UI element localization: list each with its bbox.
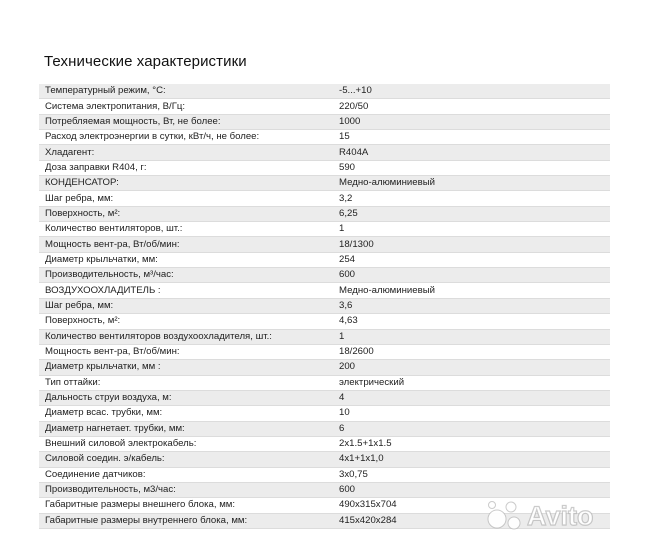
spec-label: Доза заправки R404, г: xyxy=(39,160,333,175)
spec-label: Хладагент: xyxy=(39,145,333,160)
spec-label: Силовой соедин. э/кабель: xyxy=(39,452,333,467)
spec-row xyxy=(39,114,610,129)
spec-row xyxy=(39,406,610,421)
spec-label: КОНДЕНСАТОР: xyxy=(39,176,333,191)
spec-row xyxy=(39,145,610,160)
spec-label: Габаритные размеры внутреннего блока, мм: xyxy=(39,513,333,528)
spec-value: 3,6 xyxy=(333,298,610,313)
spec-value: 600 xyxy=(333,482,610,497)
spec-value: 18/2600 xyxy=(333,344,610,359)
spec-row xyxy=(39,360,610,375)
spec-value: 1 xyxy=(333,329,610,344)
spec-row xyxy=(39,252,610,267)
spec-value: 6,25 xyxy=(333,206,610,221)
spec-row xyxy=(39,99,610,114)
spec-label: ВОЗДУХООХЛАДИТЕЛЬ : xyxy=(39,283,333,298)
spec-value: -5...+10 xyxy=(333,84,610,99)
avito-watermark-text: Avito xyxy=(527,501,594,531)
spec-label: Тип оттайки: xyxy=(39,375,333,390)
spec-row xyxy=(39,298,610,313)
spec-row xyxy=(39,436,610,451)
spec-label: Диаметр крыльчатки, мм : xyxy=(39,360,333,375)
spec-label: Потребляемая мощность, Вт, не более: xyxy=(39,114,333,129)
spec-value: Медно-алюминиевый xyxy=(333,283,610,298)
spec-label: Количество вентиляторов воздухоохладителя, шт.: xyxy=(39,329,333,344)
spec-value: 15 xyxy=(333,130,610,145)
spec-label: Внешний силовой электрокабель: xyxy=(39,436,333,451)
spec-label: Диаметр всас. трубки, мм: xyxy=(39,406,333,421)
spec-row xyxy=(39,283,610,298)
spec-value: 200 xyxy=(333,360,610,375)
avito-watermark xyxy=(485,497,645,533)
spec-label: Соединение датчиков: xyxy=(39,467,333,482)
spec-row xyxy=(39,222,610,237)
page-title: Технические характеристики xyxy=(44,53,247,70)
spec-value: 220/50 xyxy=(333,99,610,114)
spec-row xyxy=(39,191,610,206)
spec-label: Габаритные размеры внешнего блока, мм: xyxy=(39,498,333,513)
spec-value: 4х1+1х1,0 xyxy=(333,452,610,467)
spec-value: 490х315х704 xyxy=(333,498,610,513)
spec-value: 4,63 xyxy=(333,314,610,329)
spec-value: 415х420х284 xyxy=(333,513,610,528)
spec-row xyxy=(39,375,610,390)
spec-label: Шаг ребра, мм: xyxy=(39,191,333,206)
spec-value: 2х1.5+1х1.5 xyxy=(333,436,610,451)
spec-label: Производительность, м³/час: xyxy=(39,268,333,283)
spec-value: 254 xyxy=(333,252,610,267)
specs-table xyxy=(39,84,610,529)
spec-value: 10 xyxy=(333,406,610,421)
spec-row xyxy=(39,130,610,145)
spec-label: Мощность вент-ра, Вт/об/мин: xyxy=(39,344,333,359)
spec-row xyxy=(39,344,610,359)
spec-value: 590 xyxy=(333,160,610,175)
spec-value: R404A xyxy=(333,145,610,160)
spec-label: Система электропитания, В/Гц: xyxy=(39,99,333,114)
spec-row xyxy=(39,329,610,344)
spec-row xyxy=(39,268,610,283)
spec-label: Дальность струи воздуха, м: xyxy=(39,390,333,405)
spec-value: Медно-алюминиевый xyxy=(333,176,610,191)
spec-value: 600 xyxy=(333,268,610,283)
spec-row xyxy=(39,206,610,221)
spec-value: 3,2 xyxy=(333,191,610,206)
spec-label: Шаг ребра, мм: xyxy=(39,298,333,313)
avito-dots-icon xyxy=(488,502,520,530)
spec-row xyxy=(39,237,610,252)
spec-row xyxy=(39,176,610,191)
spec-value: 1 xyxy=(333,222,610,237)
spec-row xyxy=(39,452,610,467)
spec-value: 18/1300 xyxy=(333,237,610,252)
spec-row xyxy=(39,390,610,405)
spec-label: Температурный режим, °С: xyxy=(39,84,333,99)
spec-label: Диаметр крыльчатки, мм: xyxy=(39,252,333,267)
spec-row xyxy=(39,84,610,99)
spec-label: Поверхность, м²: xyxy=(39,206,333,221)
spec-value: 1000 xyxy=(333,114,610,129)
spec-value: 3х0,75 xyxy=(333,467,610,482)
spec-row xyxy=(39,160,610,175)
spec-value: 4 xyxy=(333,390,610,405)
spec-row xyxy=(39,482,610,497)
spec-label: Диаметр нагнетает. трубки, мм: xyxy=(39,421,333,436)
spec-value: 6 xyxy=(333,421,610,436)
spec-row xyxy=(39,314,610,329)
spec-row xyxy=(39,467,610,482)
spec-label: Количество вентиляторов, шт.: xyxy=(39,222,333,237)
spec-value: электрический xyxy=(333,375,610,390)
spec-label: Поверхность, м²: xyxy=(39,314,333,329)
spec-row xyxy=(39,421,610,436)
spec-label: Расход электроэнергии в сутки, кВт/ч, не более: xyxy=(39,130,333,145)
spec-label: Мощность вент-ра, Вт/об/мин: xyxy=(39,237,333,252)
spec-label: Производительность, м3/час: xyxy=(39,482,333,497)
